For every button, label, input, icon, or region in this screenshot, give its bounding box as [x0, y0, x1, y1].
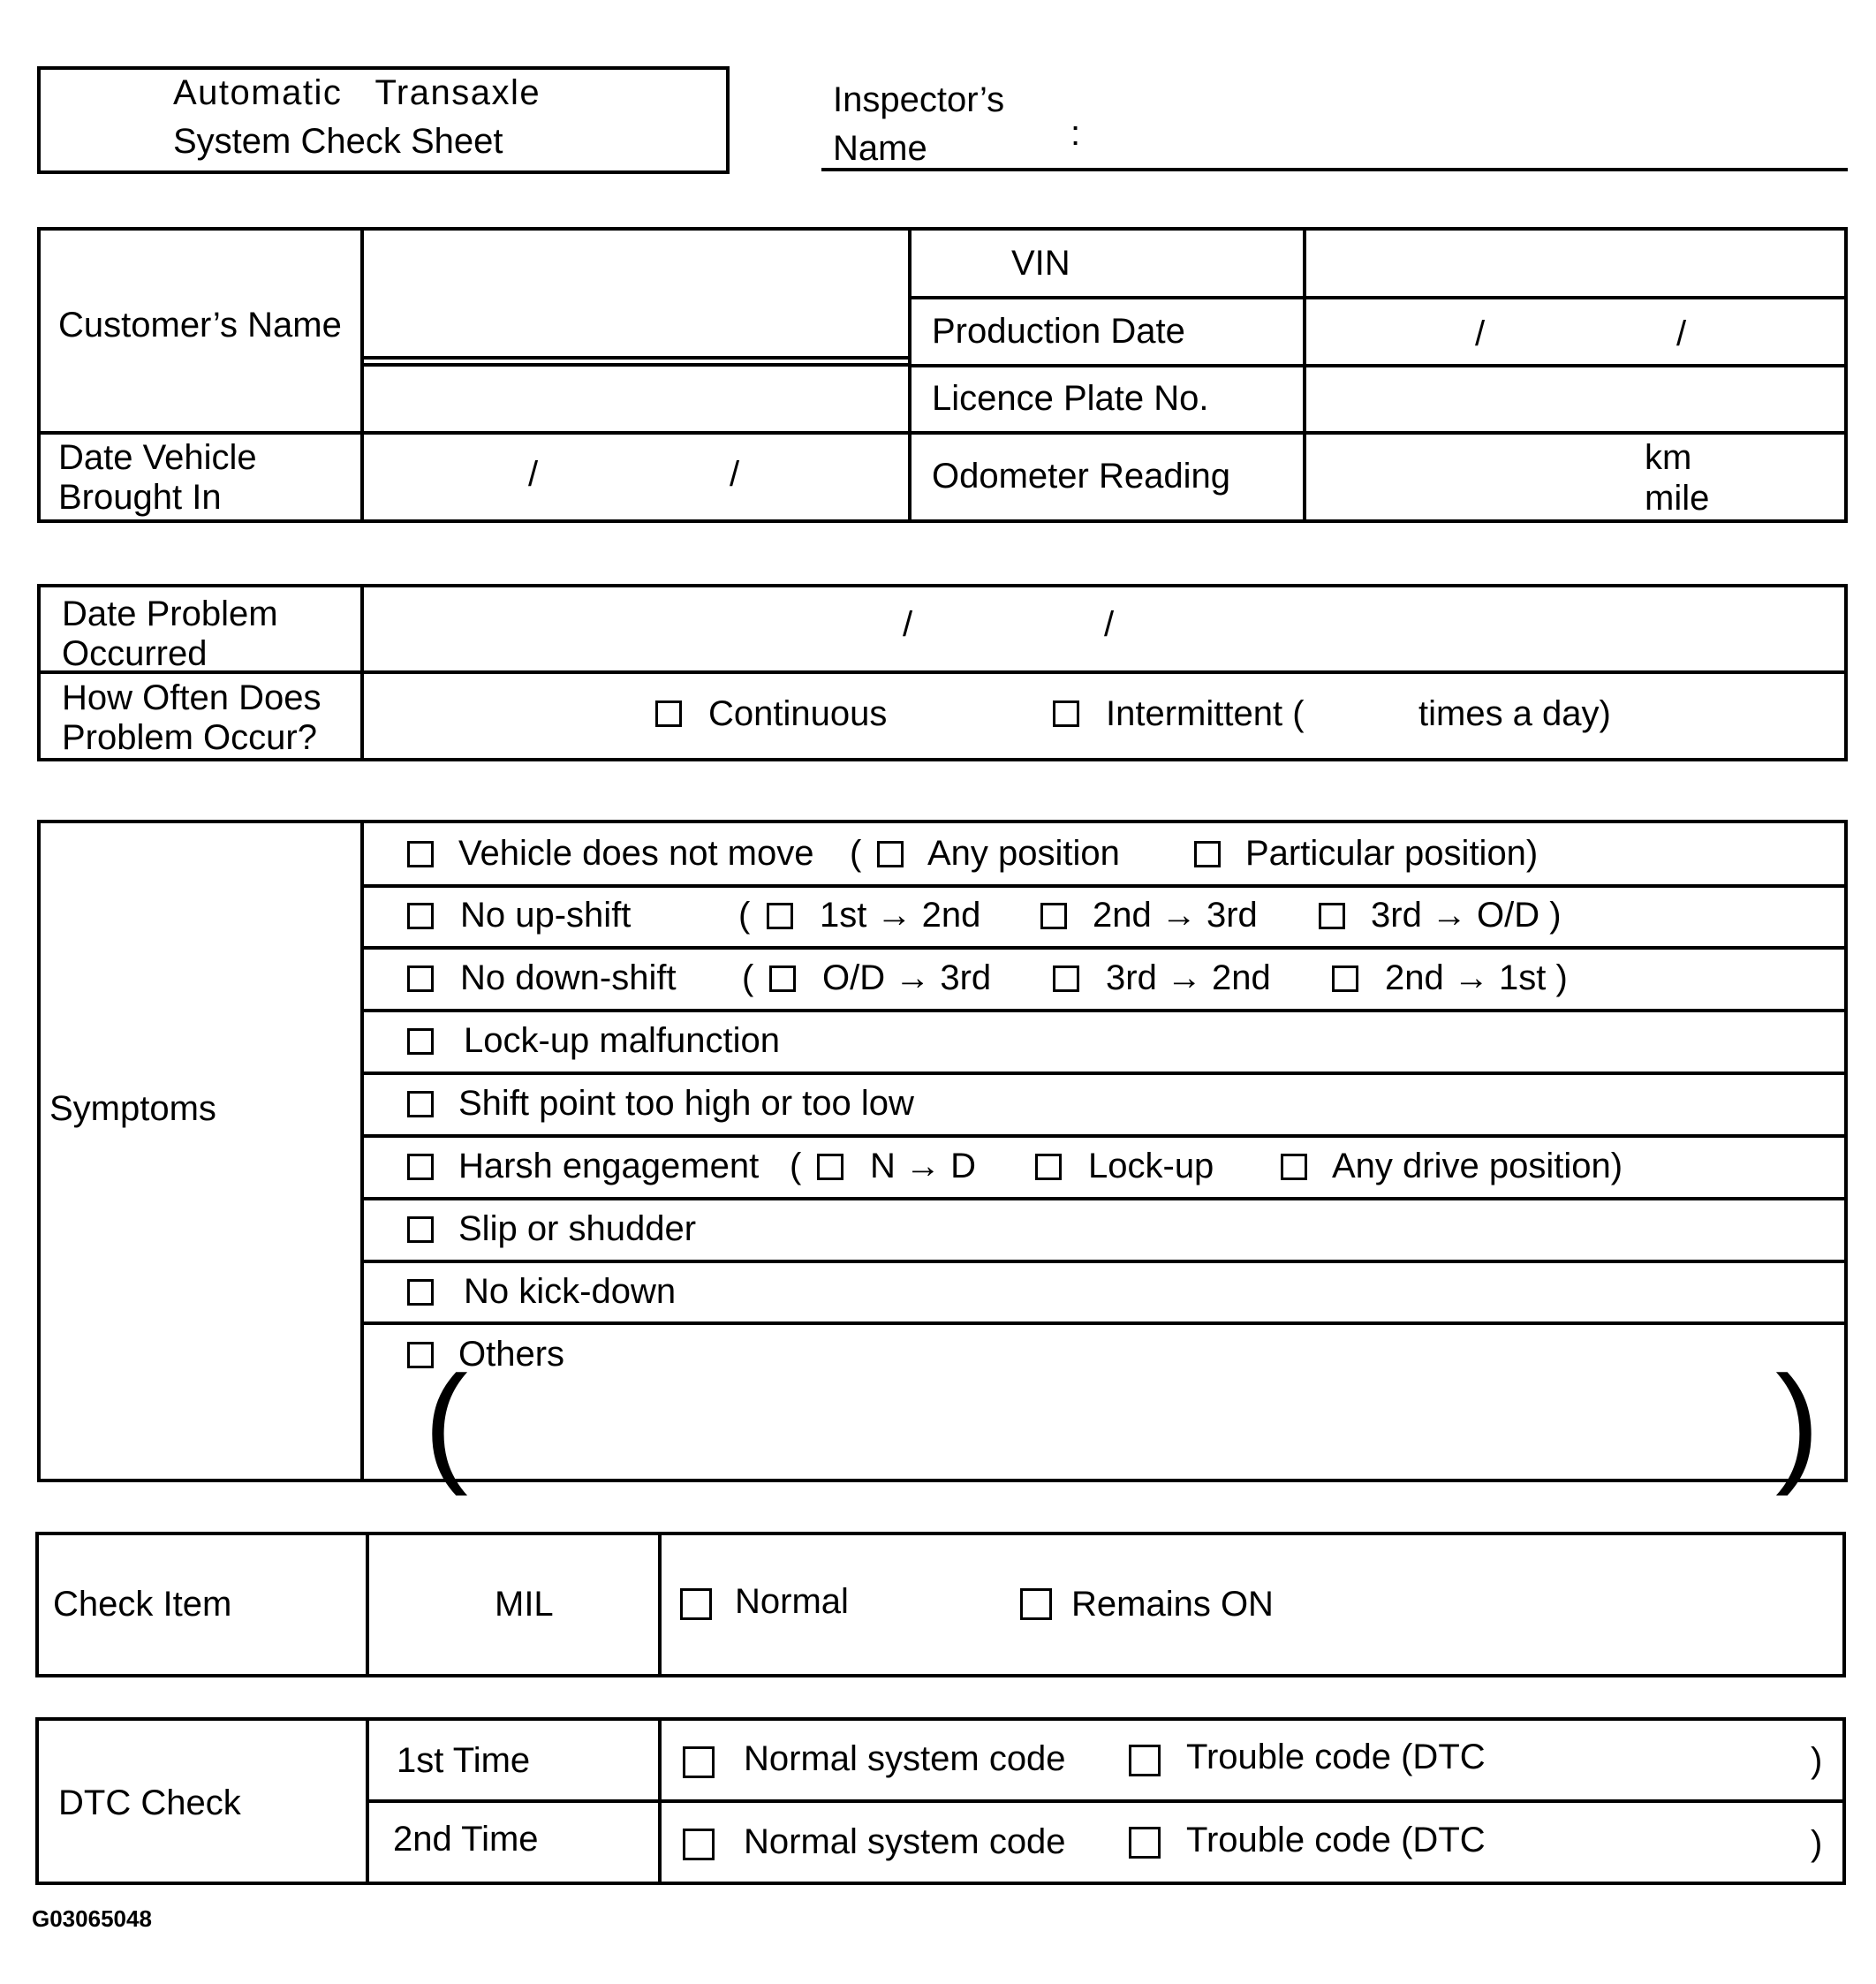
date-problem-slash-1: / — [903, 605, 913, 644]
others-open-paren: ( — [424, 1348, 468, 1496]
downshift-3rd-2nd-checkbox[interactable] — [1053, 965, 1079, 992]
dtc-check-label: DTC Check — [58, 1783, 241, 1822]
check-item-table — [35, 1532, 1846, 1677]
vin-label: VIN — [1011, 244, 1070, 283]
any-position-checkbox[interactable] — [877, 841, 904, 867]
harsh-any-drive-label: Any drive position) — [1332, 1147, 1623, 1185]
inspector-label-line-1: Inspector’s — [833, 80, 1005, 119]
times-a-day-label: times a day) — [1418, 694, 1611, 733]
dtc-2nd-normal-label: Normal system code — [744, 1822, 1066, 1861]
downshift-paren: ( — [742, 958, 754, 997]
particular-position-checkbox[interactable] — [1194, 841, 1221, 867]
continuous-label: Continuous — [708, 694, 888, 733]
upshift-paren: ( — [738, 896, 751, 935]
symptom-no-downshift-label: No down-shift — [460, 958, 677, 997]
licence-plate-label: Licence Plate No. — [932, 379, 1209, 418]
dtc-second-time-label: 2nd Time — [393, 1820, 539, 1859]
odometer-label: Odometer Reading — [932, 457, 1230, 496]
symptom-no-downshift-checkbox[interactable] — [407, 965, 434, 992]
dtc-1st-trouble-checkbox[interactable] — [1129, 1745, 1161, 1776]
symptoms-label: Symptoms — [49, 1089, 216, 1128]
harsh-lockup-label: Lock-up — [1088, 1147, 1214, 1185]
symptom-lockup-label: Lock-up malfunction — [464, 1021, 780, 1060]
date-brought-in-label-2: Brought In — [58, 478, 222, 517]
symptom-kickdown-label: No kick-down — [464, 1272, 677, 1311]
title-line-1: Automatic Transaxle — [173, 73, 541, 112]
production-date-field[interactable] — [1306, 299, 1844, 364]
harsh-lockup-checkbox[interactable] — [1035, 1154, 1062, 1180]
inspector-label-line-2: Name — [833, 129, 927, 168]
symptom-shift-point-label: Shift point too high or too low — [458, 1084, 914, 1123]
how-often-label-1: How Often Does — [62, 678, 321, 717]
others-description-field[interactable] — [468, 1378, 1766, 1475]
symptom-no-move-paren: ( — [850, 834, 862, 873]
date-problem-label-2: Occurred — [62, 634, 208, 673]
upshift-2nd-3rd-checkbox[interactable] — [1040, 903, 1067, 929]
upshift-1st-2nd-label: 1st → 2nd — [820, 896, 981, 935]
dtc-1st-normal-checkbox[interactable] — [683, 1746, 715, 1778]
dtc-2nd-close-paren: ) — [1811, 1824, 1823, 1863]
downshift-2nd-1st-checkbox[interactable] — [1332, 965, 1358, 992]
dtc-1st-trouble-label: Trouble code (DTC — [1186, 1738, 1486, 1776]
dtc-1st-normal-label: Normal system code — [744, 1739, 1066, 1778]
mil-normal-label: Normal — [735, 1582, 849, 1621]
upshift-2nd-3rd-label: 2nd → 3rd — [1093, 896, 1258, 935]
mil-label: MIL — [495, 1585, 554, 1624]
customer-name-field[interactable] — [364, 231, 906, 354]
date-problem-label-1: Date Problem — [62, 594, 278, 633]
downshift-3rd-2nd-label: 3rd → 2nd — [1106, 958, 1271, 997]
unit-km: km — [1645, 438, 1692, 477]
intermittent-label: Intermittent ( — [1106, 694, 1305, 733]
date-problem-slash-2: / — [1104, 605, 1115, 644]
vin-field[interactable] — [1306, 231, 1844, 296]
upshift-3rd-od-label: 3rd → O/D ) — [1371, 896, 1562, 935]
date-brought-slash-1: / — [528, 455, 539, 494]
dtc-1st-close-paren: ) — [1811, 1741, 1823, 1780]
unit-mile: mile — [1645, 479, 1710, 518]
downshift-od-3rd-label: O/D → 3rd — [822, 958, 992, 997]
date-brought-in-label-1: Date Vehicle — [58, 438, 257, 477]
inspector-name-field[interactable] — [821, 168, 1848, 171]
dtc-2nd-trouble-checkbox[interactable] — [1129, 1827, 1161, 1859]
symptom-slip-label: Slip or shudder — [458, 1209, 697, 1248]
dtc-2nd-normal-checkbox[interactable] — [683, 1829, 715, 1860]
dtc-2nd-code-field[interactable] — [1502, 1813, 1802, 1866]
date-brought-in-field[interactable] — [364, 435, 906, 519]
how-often-label-2: Problem Occur? — [62, 718, 317, 757]
production-date-slash-2: / — [1676, 314, 1687, 353]
downshift-2nd-1st-label: 2nd → 1st ) — [1385, 958, 1568, 997]
odometer-field[interactable] — [1306, 435, 1844, 519]
harsh-any-drive-checkbox[interactable] — [1281, 1154, 1307, 1180]
date-brought-slash-2: / — [730, 455, 740, 494]
title-line-2: System Check Sheet — [173, 122, 503, 161]
licence-plate-field[interactable] — [1306, 367, 1844, 431]
symptom-no-upshift-label: No up-shift — [460, 896, 632, 935]
mil-remains-on-label: Remains ON — [1071, 1585, 1274, 1624]
customer-name-label: Customer’s Name — [58, 306, 342, 345]
particular-position-label: Particular position) — [1245, 834, 1539, 873]
production-date-slash-1: / — [1475, 314, 1486, 353]
symptom-no-upshift-checkbox[interactable] — [407, 903, 434, 929]
others-close-paren: ) — [1775, 1348, 1819, 1496]
harsh-n-d-label: N → D — [870, 1147, 976, 1185]
dtc-1st-code-field[interactable] — [1502, 1731, 1802, 1784]
mil-normal-checkbox[interactable] — [680, 1588, 712, 1620]
upshift-3rd-od-checkbox[interactable] — [1319, 903, 1345, 929]
mil-remains-on-checkbox[interactable] — [1020, 1588, 1052, 1620]
dtc-2nd-trouble-label: Trouble code (DTC — [1186, 1821, 1486, 1859]
continuous-checkbox[interactable] — [655, 700, 682, 727]
symptom-kickdown-checkbox[interactable] — [407, 1279, 434, 1306]
figure-id: G03065048 — [32, 1905, 152, 1932]
upshift-1st-2nd-checkbox[interactable] — [767, 903, 793, 929]
any-position-label: Any position — [927, 834, 1120, 873]
symptom-others-label: Others — [458, 1335, 565, 1374]
downshift-od-3rd-checkbox[interactable] — [769, 965, 796, 992]
dtc-first-time-label: 1st Time — [397, 1741, 531, 1780]
production-date-label: Production Date — [932, 312, 1185, 351]
symptom-harsh-checkbox[interactable] — [407, 1154, 434, 1180]
intermittent-checkbox[interactable] — [1053, 700, 1079, 727]
symptom-no-move-label: Vehicle does not move — [458, 834, 814, 873]
inspector-colon: : — [1070, 114, 1081, 153]
harsh-paren: ( — [790, 1147, 802, 1185]
symptom-slip-checkbox[interactable] — [407, 1216, 434, 1243]
check-item-label: Check Item — [53, 1585, 232, 1624]
symptom-no-move-checkbox[interactable] — [407, 841, 434, 867]
customer-name-field-2[interactable] — [364, 367, 906, 429]
harsh-n-d-checkbox[interactable] — [817, 1154, 843, 1180]
symptom-shift-point-checkbox[interactable] — [407, 1091, 434, 1117]
symptom-harsh-label: Harsh engagement — [458, 1147, 760, 1185]
symptom-lockup-checkbox[interactable] — [407, 1028, 434, 1055]
